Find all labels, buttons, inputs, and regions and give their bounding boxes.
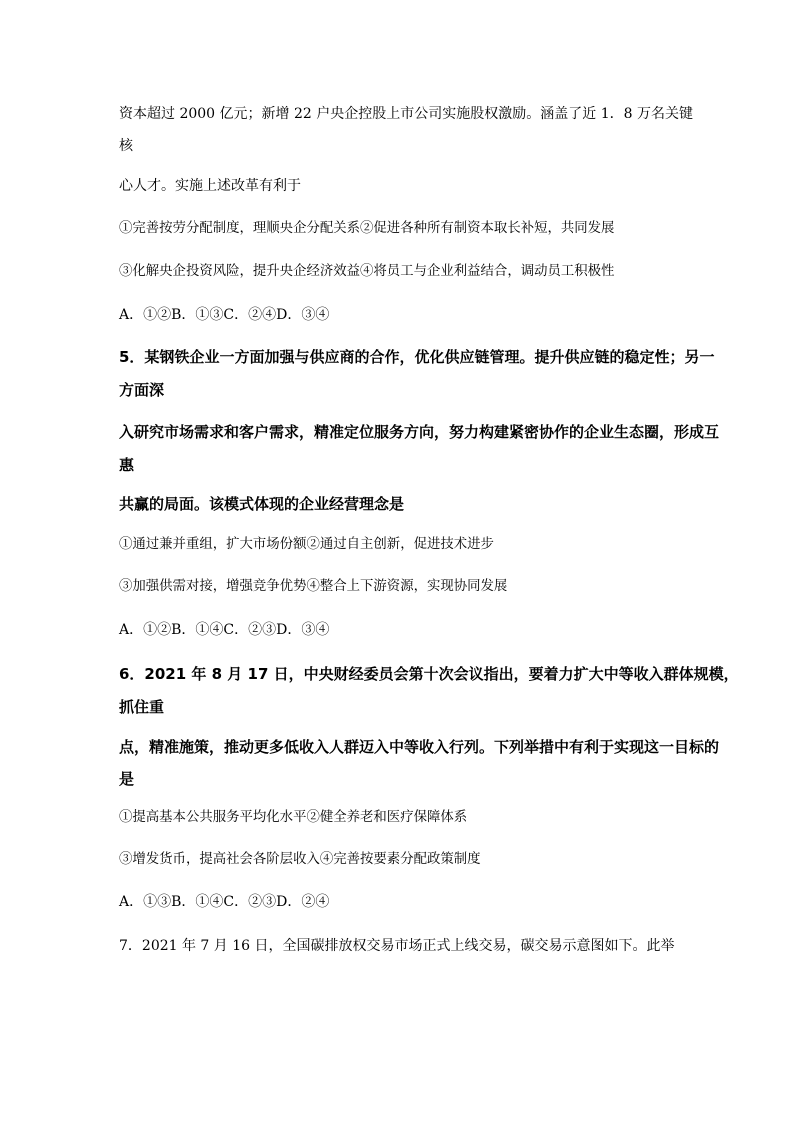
answer-options-q5: A．①②B．①④C．②③D．③④	[119, 622, 330, 638]
text-line-20: ③增发货币，提高社会各阶层收入④完善按要素分配政策制度	[119, 852, 481, 867]
question-5-line-2: 方面深	[119, 381, 165, 399]
text-line-1: 资本超过 2000 亿元；新增 22 户央企控股上市公司实施股权激励。涵盖了近 1．8 万名关键	[119, 106, 693, 122]
answer-options-q4: A．①②B．①③C．②④D．③④	[119, 307, 330, 323]
text-line-12: ①通过兼并重组，扩大市场份额②通过自主创新，促进技术进步	[119, 537, 494, 552]
question-5-line-4: 惠	[119, 456, 135, 474]
question-5-line-5: 共赢的局面。该模式体现的企业经营理念是	[119, 495, 405, 513]
question-7-line-1: 7．2021 年 7 月 16 日，全国碳排放权交易市场正式上线交易，碳交易示意图如下。此举	[119, 938, 675, 954]
question-5-line-3: 入研究市场需求和客户需求，精准定位服务方向，努力构建紧密协作的企业生态圈，形成互	[119, 423, 720, 441]
text-line-13: ③加强供需对接，增强竞争优势④整合上下游资源，实现协同发展	[119, 579, 508, 594]
question-5-line-1: 5．某钢铁企业一方面加强与供应商的合作，优化供应链管理。提升供应链的稳定性；另一	[119, 348, 715, 366]
question-6-line-4: 是	[119, 770, 135, 788]
text-line-3: 心人才。实施上述改革有利于	[119, 178, 301, 194]
question-6-line-2: 抓住重	[119, 698, 165, 716]
text-line-19: ①提高基本公共服务平均化水平②健全养老和医疗保障体系	[119, 810, 468, 825]
text-line-4: ①完善按劳分配制度，理顺央企分配关系②促进各种所有制资本取长补短，共同发展	[119, 221, 615, 236]
answer-options-q6: A．①③B．①④C．②③D．②④	[119, 894, 330, 910]
question-6-line-3: 点，精准施策，推动更多低收入人群迈入中等收入行列。下列举措中有利于实现这一目标的	[119, 738, 720, 756]
question-6-line-1: 6．2021 年 8 月 17 日，中央财经委员会第十次会议指出，要着力扩大中等收入群体规模，	[119, 665, 739, 683]
text-line-5: ③化解央企投资风险，提升央企经济效益④将员工与企业利益结合，调动员工积极性	[119, 264, 615, 279]
text-line-2: 核	[119, 138, 133, 154]
